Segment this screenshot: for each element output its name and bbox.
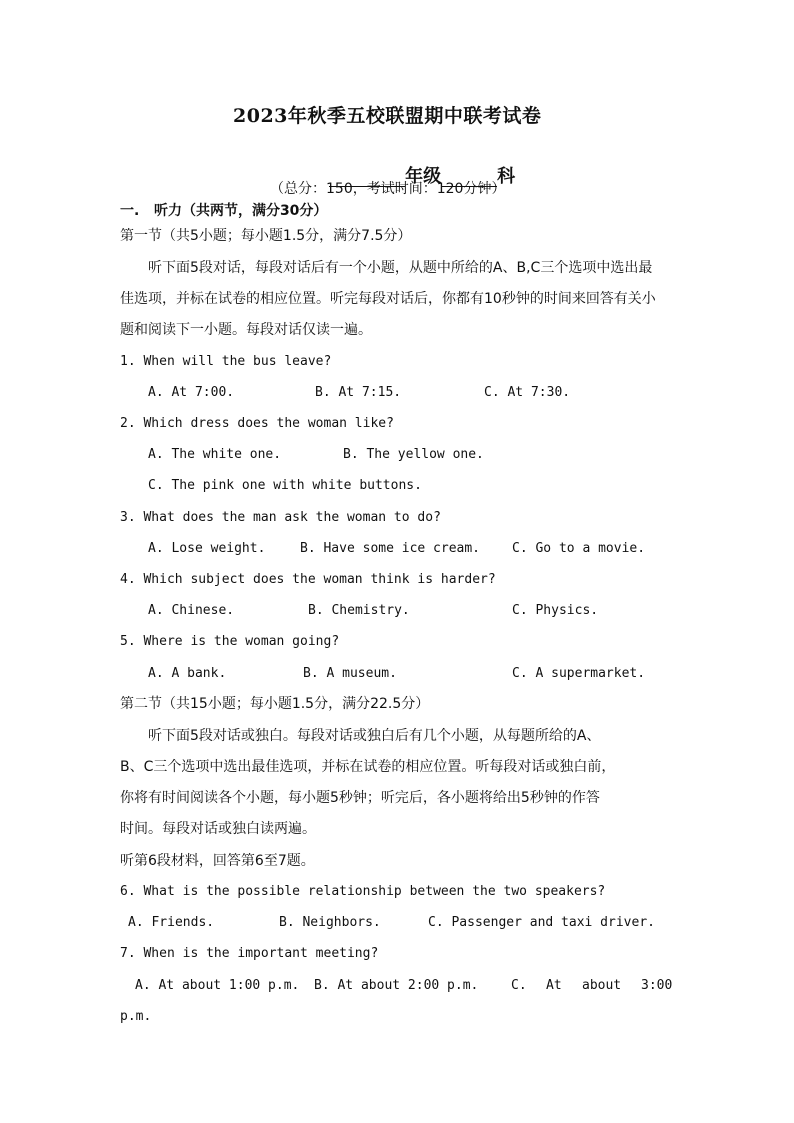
subject-label: 科 bbox=[497, 166, 516, 187]
part2-instruction-1: 听下面5段对话或独白。每段对话或独白后有几个小题，从每题所给的A、 bbox=[148, 728, 601, 744]
grade-label: 年级 bbox=[405, 166, 442, 187]
q5-option-b[interactable]: B. A museum. bbox=[303, 666, 397, 681]
q4-option-b[interactable]: B. Chemistry. bbox=[308, 603, 410, 618]
exam-info: （总分：150，考试时间：120分钟） bbox=[270, 181, 506, 197]
q3-option-a[interactable]: A. Lose weight. bbox=[148, 541, 266, 556]
question-2: 2. Which dress does the woman like? bbox=[120, 416, 394, 431]
q1-option-a[interactable]: A. At 7:00. bbox=[148, 385, 235, 400]
part2-instruction-4: 时间。每段对话或独白读两遍。 bbox=[120, 821, 316, 837]
q2-option-a[interactable]: A. The white one. bbox=[148, 447, 282, 462]
q3-option-b[interactable]: B. Have some ice cream. bbox=[300, 541, 481, 556]
q7-option-a[interactable]: A. At about 1:00 p.m. bbox=[135, 978, 300, 993]
part2-instruction-2: B、C三个选项中选出最佳选项，并标在试卷的相应位置。听每段对话或独白前， bbox=[120, 759, 616, 775]
q5-option-c[interactable]: C. A supermarket. bbox=[512, 666, 646, 681]
q5-option-a[interactable]: A. A bank. bbox=[148, 666, 227, 681]
question-4: 4. Which subject does the woman think is harder? bbox=[120, 572, 496, 587]
question-1: 1. When will the bus leave? bbox=[120, 354, 332, 369]
part1-instruction-3: 题和阅读下一小题。每段对话仅读一遍。 bbox=[120, 322, 372, 338]
q3-option-c[interactable]: C. Go to a movie. bbox=[512, 541, 646, 556]
q7-option-b[interactable]: B. At about 2:00 p.m. bbox=[314, 978, 479, 993]
q4-option-a[interactable]: A. Chinese. bbox=[148, 603, 235, 618]
exam-title: 2023年秋季五校联盟期中联考试卷 bbox=[233, 105, 542, 127]
q4-option-c[interactable]: C. Physics. bbox=[512, 603, 599, 618]
material-6-note: 听第6段材料，回答第6至7题。 bbox=[120, 853, 315, 869]
part1-instruction-2: 佳选项，并标在试卷的相应位置。听完每段对话后，你都有10秒钟的时间来回答有关小 bbox=[120, 291, 656, 307]
question-6: 6. What is the possible relationship between the two speakers? bbox=[120, 884, 606, 899]
q1-option-c[interactable]: C. At 7:30. bbox=[484, 385, 571, 400]
q2-option-c[interactable]: C. The pink one with white buttons. bbox=[148, 478, 422, 493]
q6-option-a[interactable]: A. Friends. bbox=[128, 915, 215, 930]
question-7: 7. When is the important meeting? bbox=[120, 946, 379, 961]
q6-option-b[interactable]: B. Neighbors. bbox=[279, 915, 381, 930]
q7-option-c-word-3: 3:00 bbox=[641, 978, 673, 993]
q7-option-c-word-2: about bbox=[582, 978, 622, 993]
part1-heading: 第一节（共5小题；每小题1.5分，满分7.5分） bbox=[120, 228, 412, 244]
q7-option-c-letter[interactable]: C. bbox=[511, 978, 527, 993]
q6-option-c[interactable]: C. Passenger and taxi driver. bbox=[428, 915, 655, 930]
part1-instruction-1: 听下面5段对话，每段对话后有一个小题，从题中所给的A、B,C三个选项中选出最 bbox=[148, 260, 653, 276]
q7-option-c-word-1: At bbox=[546, 978, 562, 993]
part2-instruction-3: 你将有时间阅读各个小题，每小题5秒钟；听完后，各小题将给出5秒钟的作答 bbox=[120, 790, 600, 806]
question-5: 5. Where is the woman going? bbox=[120, 634, 340, 649]
q2-option-b[interactable]: B. The yellow one. bbox=[343, 447, 484, 462]
question-3: 3. What does the man ask the woman to do? bbox=[120, 510, 441, 525]
section1-heading: 一. 听力（共两节，满分30分） bbox=[120, 203, 328, 219]
part2-heading: 第二节（共15小题；每小题1.5分，满分22.5分） bbox=[120, 696, 430, 712]
q7-option-c-word-4: p.m. bbox=[120, 1009, 152, 1024]
q1-option-b[interactable]: B. At 7:15. bbox=[315, 385, 402, 400]
